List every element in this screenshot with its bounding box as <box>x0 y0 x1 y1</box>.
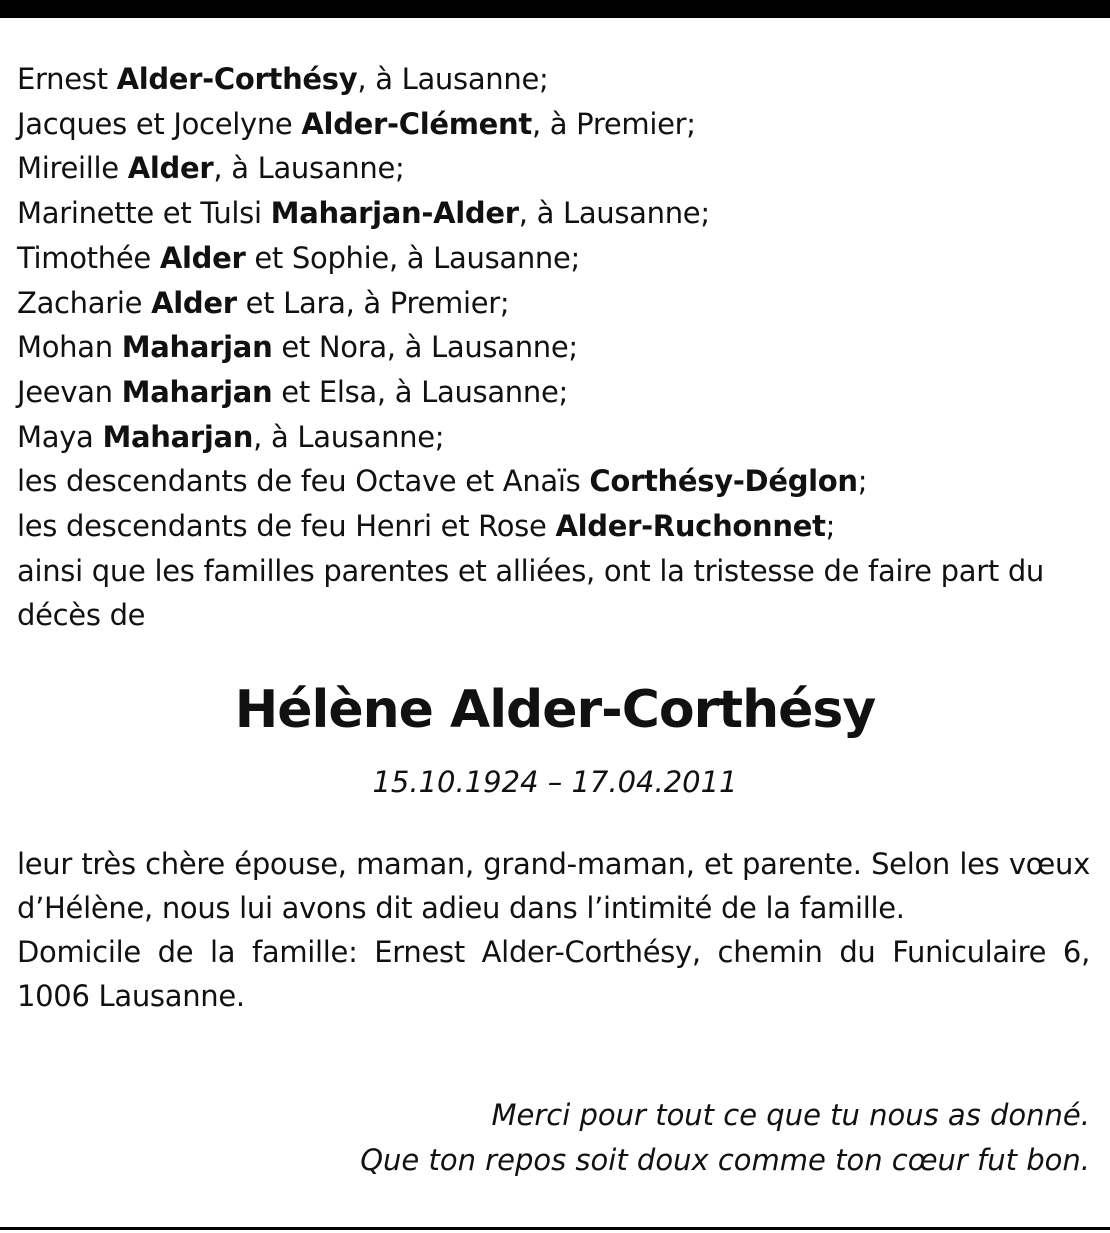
mourner-line: Jacques et Jocelyne Alder-Clément, à Premier; <box>17 106 696 141</box>
mourner-line: Mohan Maharjan et Nora, à Lausanne; <box>17 330 578 365</box>
mourner-line: Ernest Alder-Corthésy, à Lausanne; <box>17 62 549 96</box>
deceased-name: Hélène Alder-Corthésy <box>234 680 876 740</box>
mourner-line: Jeevan Maharjan et Elsa, à Lausanne; <box>17 374 568 409</box>
mourner-line: les descendants de feu Henri et Rose Alder-Ruchonnet; <box>17 509 836 544</box>
closing-line: Que ton repos soit doux comme ton cœur fut bon. <box>360 1143 1090 1177</box>
mourner-line: Marinette et Tulsi Maharjan-Alder, à Lausanne; <box>17 196 710 231</box>
mourner-line: Mireille Alder, à Lausanne; <box>17 151 405 186</box>
top-rule <box>0 0 1110 18</box>
mourners-section <box>17 57 1090 638</box>
mourner-line: Timothée Alder et Sophie, à Lausanne; <box>17 240 581 275</box>
closing-verse <box>17 1093 1090 1183</box>
closing-line: Merci pour tout ce que tu nous as donné. <box>491 1098 1090 1132</box>
family-address: Domicile de la famille: Ernest Alder-Corthésy, chemin du Funiculaire 6, 1006 Lausanne. <box>17 935 1090 1013</box>
mourner-line: Zacharie Alder et Lara, à Premier; <box>17 285 510 320</box>
body-paragraph: leur très chère épouse, maman, grand-maman, et parente. Selon les vœux d’Hélène, nous lui avons dit adieu dans l’intimité de la famille. <box>17 847 1090 925</box>
announcement-body <box>17 842 1090 1018</box>
mourners-list <box>17 57 1090 549</box>
mourner-line: Maya Maharjan, à Lausanne; <box>17 419 445 454</box>
mourner-line: les descendants de feu Octave et Anaïs Corthésy-Déglon; <box>17 464 868 499</box>
life-dates: 15.10.1924 – 17.04.2011 <box>372 765 738 799</box>
intro-text: ainsi que les familles parentes et alliées, ont la tristesse de faire part du décès de <box>17 553 1045 633</box>
bottom-rule <box>0 1227 1110 1230</box>
